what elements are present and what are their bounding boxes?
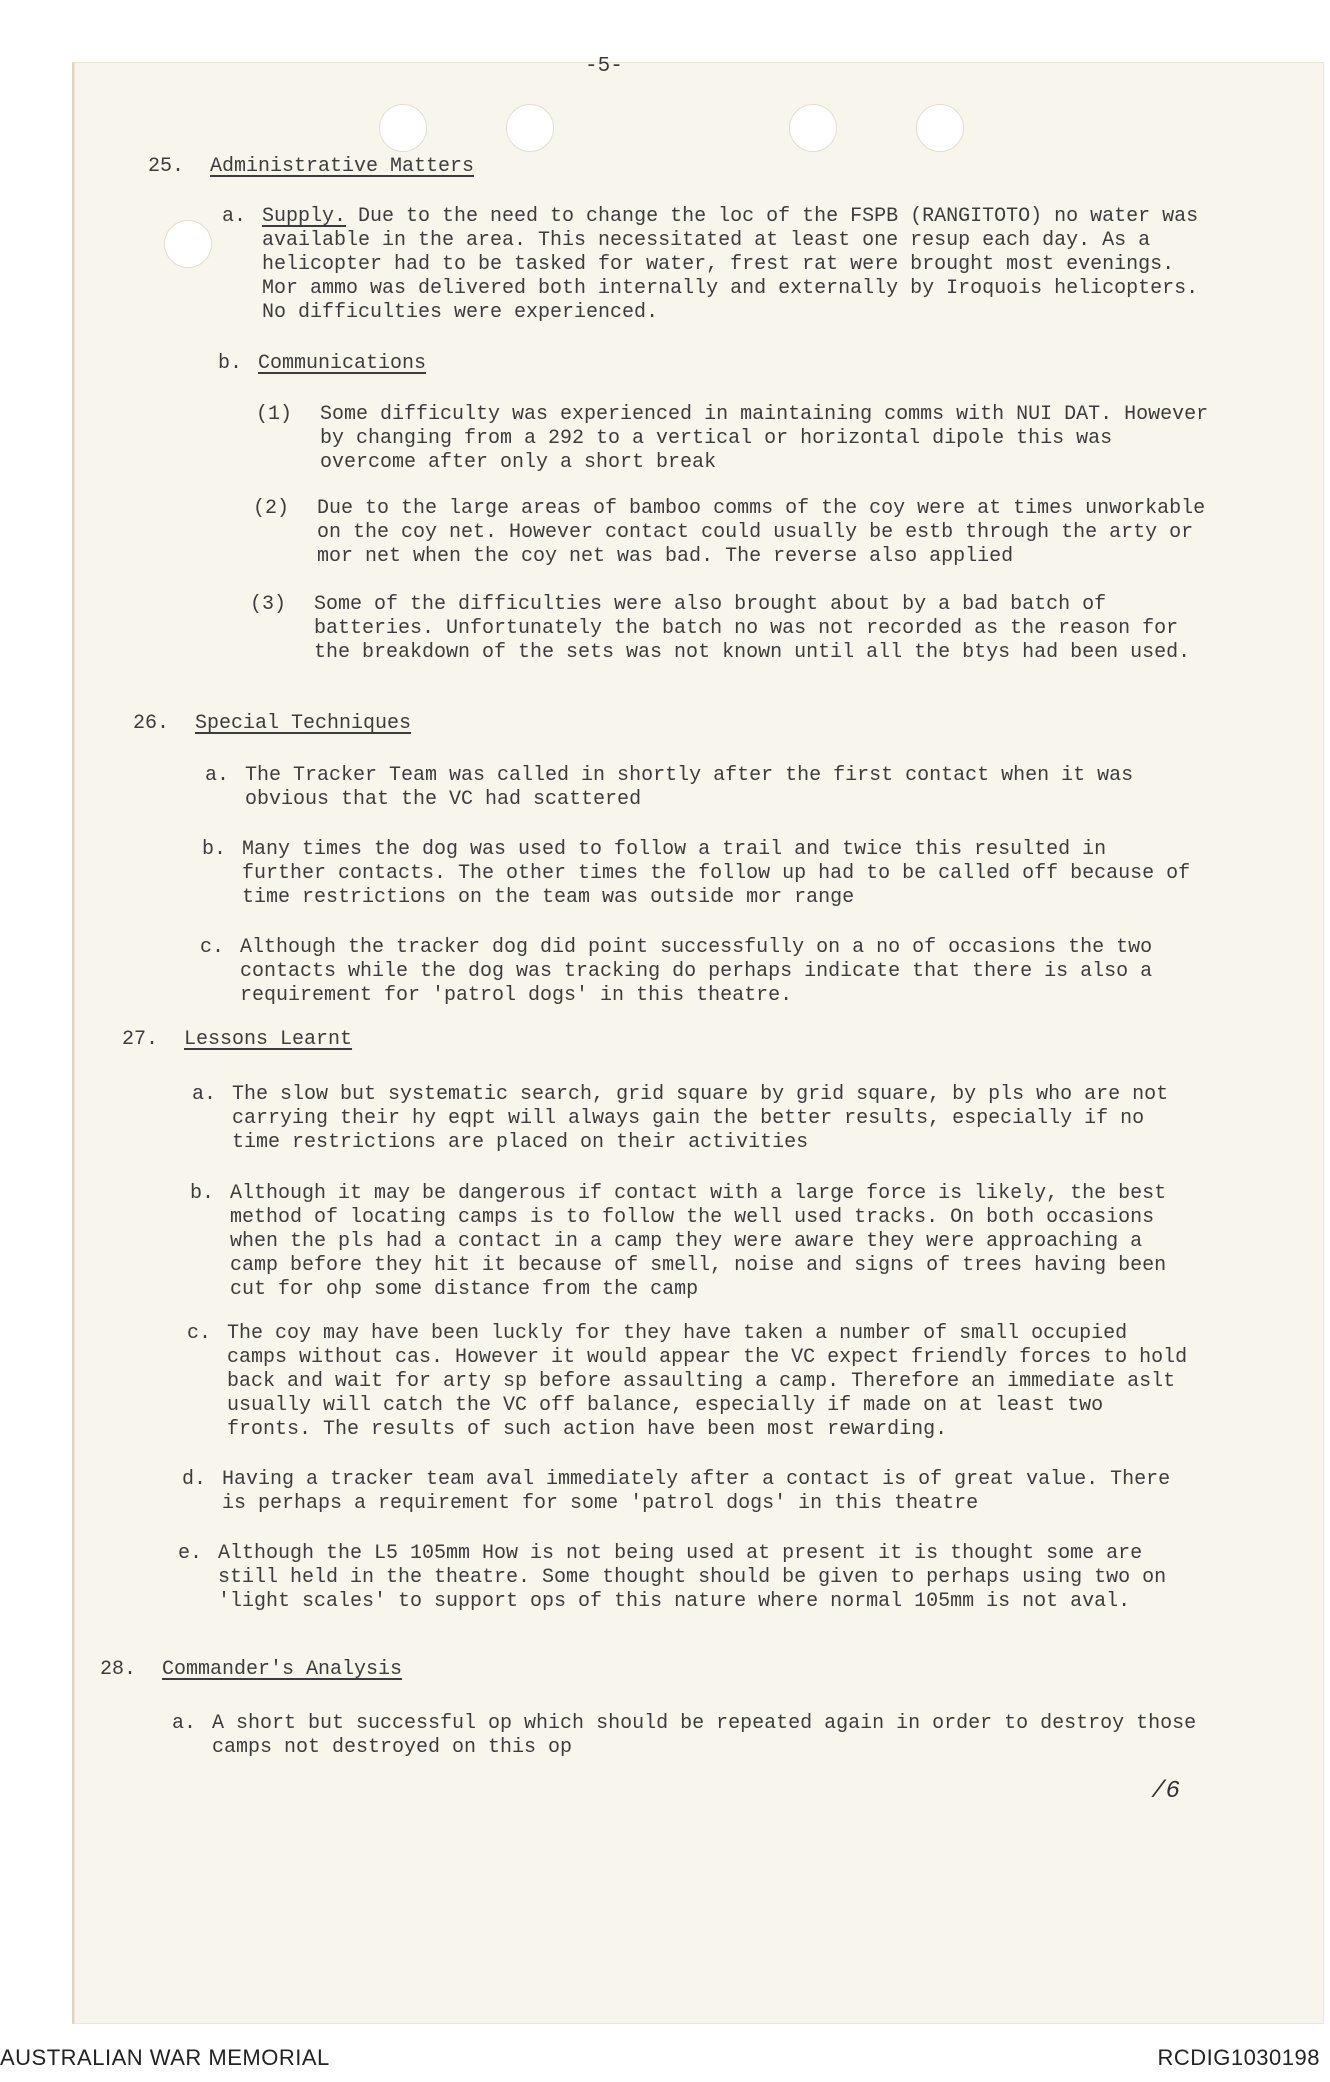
- subpara-label: (3): [250, 593, 287, 616]
- para-body: Due to the need to change the loc of the FSPB (RANGITOTO) no water was available in the area. This necessitated at least one resup each day. As a helicopter had to be tasked for water, frest rat were brought most evenings. Mor ammo was delivered both internally and externally by Iroquois helicopters. No difficulties were experienced.: [262, 205, 1199, 324]
- subpara-25b-1: [256, 403, 1220, 475]
- para-27e: [178, 1542, 1188, 1614]
- para-26b: [202, 838, 1192, 910]
- continuation-mark: /6: [1151, 1778, 1180, 1805]
- para-text: A short but successful op which should be repeated again in order to destroy those camps not destroyed on this op: [212, 1712, 1197, 1759]
- para-text: Although the tracker dog did point successfully on a no of occasions the two contacts while the dog was tracking do perhaps indicate that there is also a requirement for 'patrol dogs' in this theatre.: [240, 936, 1153, 1007]
- para-text: Many times the dog was used to follow a trail and twice this resulted in further contacts. The other times the follow up had to be called off because of time restrictions on the team was outside mor range: [242, 838, 1191, 909]
- para-label: c.: [200, 936, 225, 959]
- para-label: a.: [205, 764, 230, 787]
- para-text: Although the L5 105mm How is not being used at present it is thought some are still held in the theatre. Some thought should be given to perhaps using two on 'light scales' to support ops of this nature where normal 105mm is not aval.: [218, 1542, 1167, 1613]
- para-text: The slow but systematic search, grid square by grid square, by pls who are not carrying their hy eqpt will always gain the better results, especially if no time restrictions are placed on their activities: [232, 1083, 1169, 1154]
- section-heading-27: [122, 1028, 352, 1052]
- para-label: b.: [190, 1182, 215, 1205]
- para-text: The coy may have been luckly for they have taken a number of small occupied camps without cas. However it would appear the VC expect friendly forces to hold back and wait for arty sp before assaulting a camp. Therefore an immediate aslt usually will catch the VC off balance, especially if made on at least two fronts. The results of such action have been most rewarding.: [227, 1322, 1188, 1441]
- subpara-25b-3: [250, 593, 1204, 665]
- page-number: -5-: [585, 55, 623, 78]
- para-text: Having a tracker team aval immediately after a contact is of great value. There is perhaps a requirement for some 'patrol dogs' in this theatre: [222, 1468, 1171, 1515]
- section-heading-25: [148, 155, 474, 179]
- section-title: Commander's Analysis: [162, 1658, 403, 1681]
- para-lead: Communications: [258, 352, 427, 375]
- para-label: d.: [182, 1468, 207, 1491]
- para-25a: [222, 205, 1222, 325]
- para-26c: [200, 936, 1190, 1008]
- subpara-label: (1): [256, 403, 293, 426]
- section-number: 27.: [122, 1028, 159, 1051]
- para-label: a.: [172, 1712, 197, 1735]
- para-label: a.: [222, 205, 247, 228]
- para-28a: [172, 1712, 1197, 1760]
- para-27b: [190, 1182, 1190, 1302]
- subpara-25b-2: [253, 497, 1222, 569]
- section-heading-26: [133, 712, 411, 736]
- subpara-text: Some difficulty was experienced in maintaining comms with NUI DAT. However by changing from a 292 to a vertical or horizontal dipole this was overcome after only a short break: [320, 403, 1209, 474]
- para-label: b.: [218, 352, 243, 375]
- section-number: 25.: [148, 155, 185, 178]
- subpara-label: (2): [253, 497, 290, 520]
- para-lead: Supply.: [262, 205, 347, 228]
- para-26a: [205, 764, 1200, 812]
- section-title: Lessons Learnt: [184, 1028, 353, 1051]
- para-27a: [192, 1083, 1192, 1155]
- para-label: a.: [192, 1083, 217, 1106]
- para-text: The Tracker Team was called in shortly after the first contact when it was obvious that the VC had scattered: [245, 764, 1134, 811]
- footer-institution: AUSTRALIAN WAR MEMORIAL: [0, 2045, 330, 2070]
- section-number: 26.: [133, 712, 170, 735]
- section-number: 28.: [100, 1658, 137, 1681]
- para-label: c.: [187, 1322, 212, 1345]
- section-title: Administrative Matters: [210, 155, 475, 178]
- footer-identifier: RCDIG1030198: [1157, 2045, 1320, 2070]
- para-label: e.: [178, 1542, 203, 1565]
- para-27c: [187, 1322, 1197, 1442]
- para-text: [258, 352, 1218, 376]
- para-text: [262, 205, 1222, 325]
- para-27d: [182, 1468, 1182, 1516]
- section-heading-28: [100, 1658, 402, 1682]
- subpara-text: Some of the difficulties were also brought about by a bad batch of batteries. Unfortunately the batch no was not recorded as the reason for the breakdown of the sets was not known until all the btys had been used.: [314, 593, 1191, 664]
- subpara-text: Due to the large areas of bamboo comms of the coy were at times unworkable on the coy net. However contact could usually be estb through the arty or mor net when the coy net was bad. The reverse also applied: [317, 497, 1206, 568]
- para-label: b.: [202, 838, 227, 861]
- section-title: Special Techniques: [195, 712, 412, 735]
- para-25b: [218, 352, 1218, 376]
- para-text: Although it may be dangerous if contact with a large force is likely, the best method of locating camps is to follow the well used tracks. On both occasions when the pls had a contact in a camp they were aware they were approaching a camp before they hit it because of smell, noise and signs of trees having been cut for ohp some distance from the camp: [230, 1182, 1167, 1301]
